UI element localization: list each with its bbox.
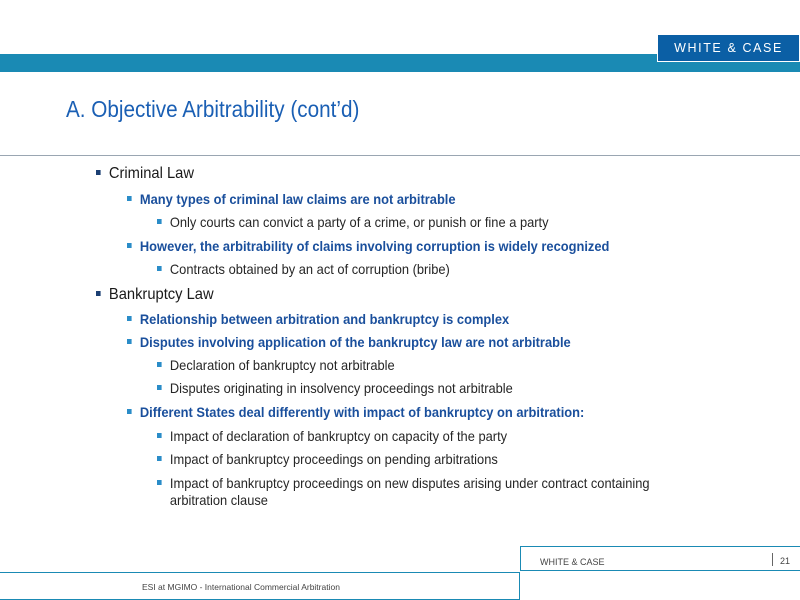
section-bankruptcy-law bbox=[96, 286, 214, 304]
square-bullet-icon bbox=[157, 362, 162, 367]
square-bullet-icon bbox=[127, 409, 132, 414]
list-item bbox=[127, 404, 584, 420]
square-bullet-icon bbox=[127, 316, 132, 321]
square-bullet-icon bbox=[157, 219, 162, 224]
square-bullet-icon bbox=[127, 339, 132, 344]
footer-divider bbox=[772, 553, 773, 566]
list-subitem bbox=[157, 357, 395, 374]
subitem-label: Impact of declaration of bankruptcy on capacity of the party bbox=[169, 428, 508, 444]
square-bullet-icon bbox=[157, 433, 162, 438]
item-label: Different States deal differently with impact of bankruptcy on arbitration: bbox=[139, 404, 585, 420]
logo-text: WHITE & CASE bbox=[674, 41, 783, 55]
list-subitem bbox=[157, 261, 450, 278]
list-subitem bbox=[157, 428, 507, 445]
subitem-label: Impact of bankruptcy proceedings on pending arbitrations bbox=[169, 451, 498, 467]
square-bullet-icon bbox=[157, 456, 162, 461]
list-subitem bbox=[157, 380, 513, 397]
list-item bbox=[127, 311, 509, 327]
list-subitem bbox=[157, 451, 498, 468]
square-bullet-icon bbox=[127, 243, 132, 248]
square-bullet-icon bbox=[157, 266, 162, 271]
subitem-label: Impact of bankruptcy proceedings on new disputes arising under contract containing arbitration clause bbox=[169, 475, 650, 508]
list-subitem bbox=[157, 214, 549, 231]
item-label: Many types of criminal law claims are not arbitrable bbox=[139, 191, 456, 207]
subitem-label: Only courts can convict a party of a crime, or punish or fine a party bbox=[169, 214, 549, 230]
item-label: Disputes involving application of the bankruptcy law are not arbitrable bbox=[139, 334, 571, 350]
footer-course-text: ESI at MGIMO - International Commercial Arbitration bbox=[142, 582, 340, 592]
item-label: Relationship between arbitration and bankruptcy is complex bbox=[139, 311, 510, 327]
square-bullet-icon bbox=[127, 196, 132, 201]
section-label: Criminal Law bbox=[108, 165, 194, 182]
white-case-logo bbox=[657, 34, 800, 62]
square-bullet-icon bbox=[157, 480, 162, 485]
footer-brand: WHITE & CASE bbox=[540, 557, 605, 567]
subitem-label: Disputes originating in insolvency proceedings not arbitrable bbox=[169, 380, 513, 396]
slide-title: A. Objective Arbitrability (cont’d) bbox=[66, 96, 360, 122]
square-bullet-icon bbox=[96, 170, 101, 175]
page-number: 21 bbox=[780, 556, 791, 566]
subitem-label: Contracts obtained by an act of corruption (bribe) bbox=[169, 261, 450, 277]
list-subitem bbox=[157, 475, 709, 509]
subitem-label: Declaration of bankruptcy not arbitrable bbox=[169, 357, 395, 373]
section-criminal-law bbox=[96, 165, 194, 183]
item-label: However, the arbitrability of claims involving corruption is widely recognized bbox=[139, 238, 610, 254]
list-item bbox=[127, 238, 609, 254]
list-item bbox=[127, 191, 456, 207]
title-divider bbox=[0, 155, 800, 156]
list-item bbox=[127, 334, 571, 350]
square-bullet-icon bbox=[96, 291, 101, 296]
section-label: Bankruptcy Law bbox=[108, 286, 214, 303]
square-bullet-icon bbox=[157, 385, 162, 390]
